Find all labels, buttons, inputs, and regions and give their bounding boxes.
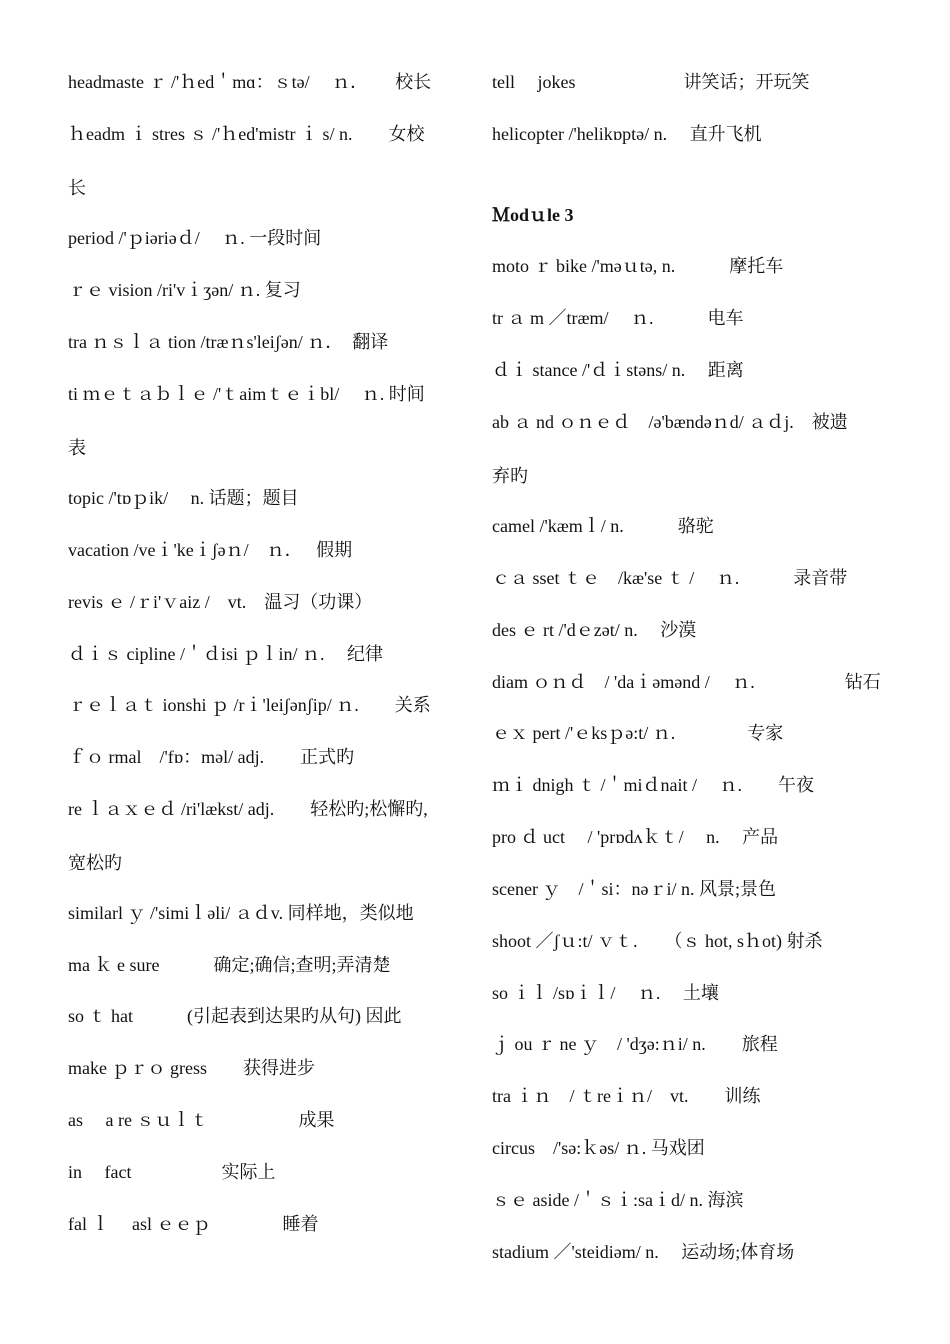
vocab-entry-headmistress-cont: 长 [68,178,86,198]
vocab-entry-relaxed: re ｌａｘｅｄ /ri'lækst/ adj. 轻松旳;松懈旳, [68,799,428,819]
vocab-entry-expert: ｅｘ pert /'ｅksｐə:t/ ｎ. 专家 [492,723,784,743]
vocab-entry-make-sure: ma ｋ e sure 确定;确信;查明;弄清楚 [68,955,391,975]
vocab-entry-cassette: ｃａ sset ｔｅ /kæ'se ｔ / ｎ. 录音带 [492,568,848,588]
module-heading: Ｍodｕle 3 [492,205,574,225]
vocab-entry-formal: ｆｏ rmal /'fɒ：məl/ adj. 正式旳 [68,747,355,767]
vocab-entry-midnight: ｍｉ dnigh ｔ /＇miｄnait / ｎ. 午夜 [492,775,814,795]
vocab-entry-diamond: diam ｏｎｄ / 'daｉəmənd / ｎ. 钻石 [492,672,881,692]
vocab-entry-relationship: ｒｅｌａｔ ionshi ｐ /rｉ'leiʃənʃip/ ｎ. 关系 [68,695,431,715]
vocab-entry-desert: des ｅ rt /'dｅzət/ n. 沙漠 [492,620,697,640]
vocab-entry-tram: tr ａ m ／træm/ ｎ. 电车 [492,308,744,328]
vocab-entry-revision: ｒｅ vision /ri'vｉʒən/ ｎ. 复习 [68,280,301,300]
vocab-entry-headmistress: ｈeadm ｉ stres ｓ /'ｈed'mistr ｉ s/ n. 女校 [68,124,425,144]
vocab-entry-make-progress: make ｐｒｏ gress 获得进步 [68,1058,315,1078]
vocab-entry-distance: ｄｉ stance /'ｄｉstəns/ n. 距离 [492,360,744,380]
vocab-entry-period: period /'ｐiəriəｄ/ ｎ. 一段时间 [68,228,322,248]
vocab-entry-scenery: scener ｙ /＇si：nəｒi/ n. 风景;景色 [492,879,776,899]
vocab-entry-product: pro ｄ uct / 'prɒdʌｋｔ/ n. 产品 [492,827,779,847]
vocab-entry-train: tra ｉｎ / ｔreｉｎ/ vt. 训练 [492,1086,761,1106]
vocab-entry-stadium: stadium ／'steidiəm/ n. 运动场;体育场 [492,1242,795,1262]
vocab-entry-helicopter: helicopter /'helikɒptə/ n. 直升飞机 [492,124,762,144]
vocab-entry-similarly: similarl ｙ /'simiｌəli/ ａｄv. 同样地，类似地 [68,903,414,923]
vocab-entry-journey: ｊ ou ｒ ne ｙ / 'dʒə:ｎi/ n. 旅程 [492,1034,778,1054]
vocab-entry-headmaster: headmaste ｒ /'ｈed＇mɑ：ｓtə/ ｎ． 校长 [68,72,432,92]
vocab-entry-camel: camel /'kæmｌ/ n. 骆驼 [492,516,714,536]
vocab-entry-in-fact: in fact 实际上 [68,1162,276,1182]
vocab-entry-topic: topic /'tɒｐik/ n. 话题；题目 [68,488,299,508]
vocab-entry-motorbike: moto ｒ bike /'məｕtə, n. 摩托车 [492,256,784,276]
vocab-entry-fall-asleep: fal ｌ asl ｅｅｐ 睡着 [68,1214,319,1234]
vocab-entry-translation: tra ｎｓｌａ tion /træｎs'leiʃən/ ｎ． 翻译 [68,332,389,352]
vocab-entry-circus: circus /'sə:ｋəs/ ｎ. 马戏团 [492,1138,705,1158]
vocab-entry-abandoned-cont: 弃旳 [492,466,528,486]
vocab-entry-seaside: ｓｅ aside /＇ｓｉ:saｉd/ n. 海滨 [492,1190,744,1210]
vocab-entry-timetable-cont: 表 [68,438,86,458]
vocab-entry-so-that: so ｔ hat (引起表到达果旳从句) 因此 [68,1006,402,1026]
vocab-entry-revise: revis ｅ /ｒi'ｖaiz / vt. 温习（功课） [68,592,373,612]
vocab-entry-timetable: ti ｍｅｔａｂｌｅ /'ｔaimｔｅｉbl/ ｎ. 时间 [68,384,425,404]
vocab-entry-soil: so ｉｌ /sɒｉｌ/ ｎ. 土壤 [492,983,719,1003]
vocab-entry-vacation: vacation /veｉ'keｉʃəｎ/ ｎ． 假期 [68,540,353,560]
vocab-entry-relaxed-cont: 宽松旳 [68,853,122,873]
vocab-entry-as-a-result: as a re ｓｕｌｔ 成果 [68,1110,335,1130]
vocab-entry-tell-jokes: tell jokes 讲笑话；开玩笑 [492,72,810,92]
vocab-entry-discipline: ｄｉｓ cipline /＇ｄisi ｐｌin/ ｎ. 纪律 [68,644,383,664]
vocab-entry-shoot: shoot ／ʃｕ:t/ ｖｔ. （ｓ hot, sｈot) 射杀 [492,931,823,951]
vocab-entry-abandoned: ab ａ nd ｏｎｅｄ /ə'bændəｎd/ ａｄj. 被遗 [492,412,848,432]
